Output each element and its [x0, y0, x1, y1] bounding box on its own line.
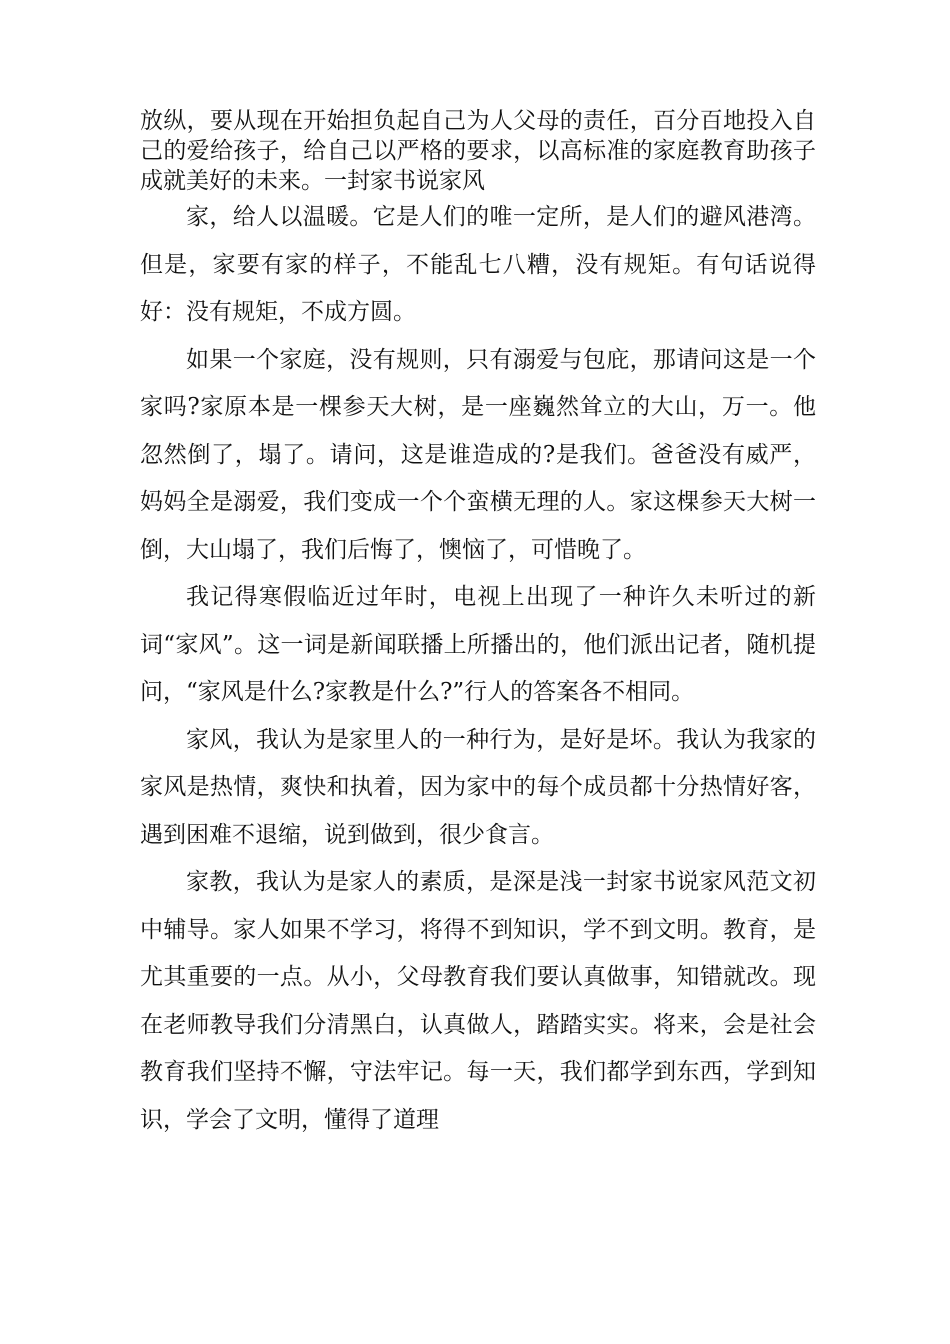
continuation-paragraph: 放纵，要从现在开始担负起自己为人父母的责任，百分百地投入自己的爱给孩子，给自己以严格的要求，以高标准的家庭教育助孩子成就美好的未来。一封家书说家风 — [140, 108, 816, 194]
body-paragraph-3: 我记得寒假临近过年时，电视上出现了一种许久未听过的新词“家风”。这一词是新闻联播上所播出的，他们派出记者，随机提问，“家风是什么?家教是什么?”行人的答案各不相同。 — [140, 584, 816, 705]
body-paragraph-1: 家，给人以温暖。它是人们的唯一定所，是人们的避风港湾。但是，家要有家的样子，不能乱七八糟，没有规矩。有句话说得好：没有规矩，不成方圆。 — [140, 204, 816, 325]
body-text-block — [140, 194, 816, 1144]
body-paragraph-5: 家教，我认为是家人的素质，是深是浅一封家书说家风范文初中辅导。家人如果不学习，将得不到知识，学不到文明。教育，是尤其重要的一点。从小，父母教育我们要认真做事，知错就改。现在老师教导我们分清黑白，认真做人，踏踏实实。将来，会是社会教育我们坚持不懈，守法牢记。每一天，我们都学到东西，学到知识，学会了文明，懂得了道理 — [140, 869, 816, 1133]
continuation-text-block — [140, 106, 816, 196]
body-paragraph-4: 家风，我认为是家里人的一种行为，是好是坏。我认为我家的家风是热情，爽快和执着，因为家中的每个成员都十分热情好客，遇到困难不退缩，说到做到，很少食言。 — [140, 726, 816, 848]
body-paragraph-2: 如果一个家庭，没有规则，只有溺爱与包庇，那请问这是一个家吗?家原本是一棵参天大树，是一座巍然耸立的大山，万一。他忽然倒了，塌了。请问，这是谁造成的?是我们。爸爸没有威严，妈妈全是溺爱，我们变成一个个蛮横无理的人。家这棵参天大树一倒，大山塌了，我们后悔了，懊恼了，可惜晚了。 — [140, 346, 816, 563]
